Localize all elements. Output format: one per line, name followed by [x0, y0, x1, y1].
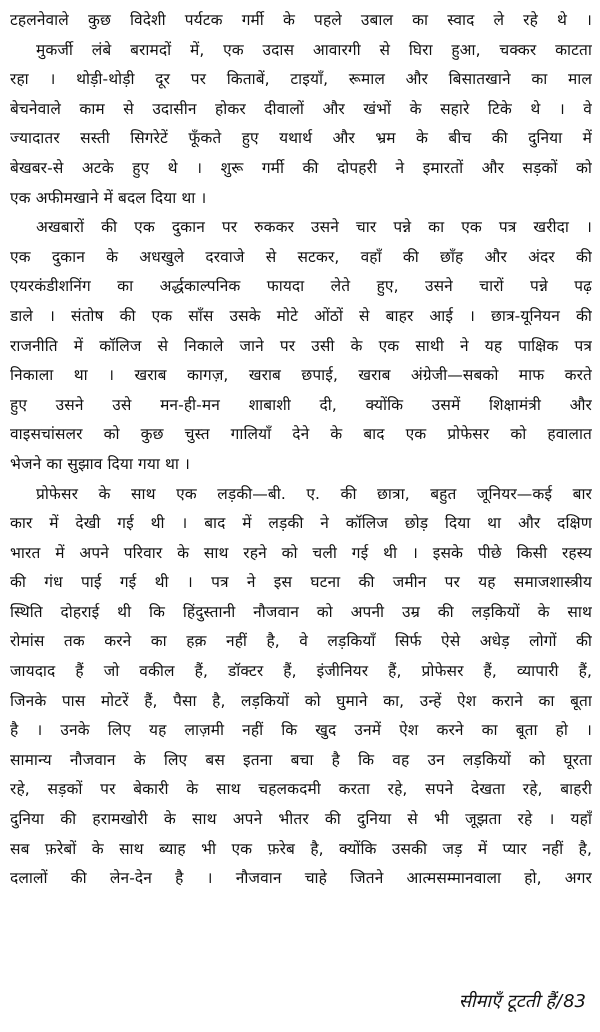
text-line: राजनीति में कॉलिज से निकाले जाने पर उसी के एक साथी ने यह पाक्षिक पत्र	[10, 336, 592, 355]
text-line: बेखबर-से अटके हुए थे । शुरू गर्मी की दोपहरी ने इमारतों और सड़कों को	[10, 158, 592, 177]
text-line: कार में देखी गई थी । बाद में लड़की ने कॉलिज छोड़ दिया था और दक्षिण	[10, 514, 592, 533]
text-line: प्रोफेसर के साथ एक लड़की—बी. ए. की छात्रा, बहुत जूनियर—कई बार	[36, 484, 592, 503]
text-line: रोमांस तक करने का हक़ नहीं है, वे लड़कियाँ सिर्फ ऐसे अधेड़ लोगों की	[10, 632, 592, 651]
text-line: बेचनेवाले काम से उदासीन होकर दीवालों और खंभों के सहारे टिके थे । वे	[10, 99, 592, 118]
text-line: की गंध पाई गई थी । पत्र ने इस घटना की जमीन पर यह समाजशास्त्रीय	[10, 573, 592, 592]
text-line: है । उनके लिए यह लाज़मी नहीं कि खुद उनमें ऐश करने का बूता हो ।	[10, 721, 592, 740]
text-line: एयरकंडीशनिंग का अर्द्धकाल्पनिक फायदा लेते हुए, उसने चारों पन्ने पढ़	[10, 277, 592, 296]
text-line: दुनिया की हरामखोरी के साथ अपने भीतर की दुनिया से भी जूझता रहे । यहाँ	[10, 810, 592, 829]
text-line: एक अफीमखाने में बदल दिया था ।	[10, 188, 207, 207]
text-line: सब फ़रेबों के साथ ब्याह भी एक फ़रेब है, क्योंकि उसकी जड़ में प्यार नहीं है,	[10, 839, 592, 858]
text-line: डाले । संतोष की एक साँस उसके मोटे ओंठों से बाहर आई । छात्र-यूनियन की	[10, 306, 592, 325]
page-number: 83	[563, 991, 586, 1012]
running-footer	[459, 990, 586, 1014]
text-line: वाइसचांसलर को कुछ चुस्त गालियाँ देने के बाद एक प्रोफेसर को हवालात	[10, 425, 592, 444]
body-text	[10, 6, 592, 894]
text-line: रहा । थोड़ी-थोड़ी दूर पर किताबें, टाइयाँ, रूमाल और बिसातखाने का माल	[10, 70, 592, 89]
text-line: टहलनेवाले कुछ विदेशी पर्यटक गर्मी के पहले उबाल का स्वाद ले रहे थे ।	[10, 11, 592, 29]
text-line: स्थिति दोहराई थी कि हिंदुस्तानी नौजवान को अपनी उम्र की लड़कियों के साथ	[10, 602, 592, 621]
footer-separator: /	[556, 991, 563, 1012]
text-line: एक दुकान के अधखुले दरवाजे से सटकर, वहाँ की छाँह और अंदर की	[10, 247, 592, 266]
text-line: निकाला था । खराब कागज़, खराब छपाई, खराब अंग्रेजी—सबको माफ करते	[10, 366, 592, 385]
text-line: रहे, सड़कों पर बेकारी के साथ चहलकदमी करता रहे, सपने देखता रहे, बाहरी	[10, 780, 592, 799]
text-line: जायदाद हैं जो वकील हैं, डॉक्टर हैं, इंजीनियर हैं, प्रोफेसर हैं, व्यापारी हैं,	[10, 662, 592, 681]
text-line: अखबारों की एक दुकान पर रुककर उसने चार पन्ने का एक पत्र खरीदा ।	[36, 218, 592, 237]
text-line: मुकर्जी लंबे बरामदों में, एक उदास आवारगी से घिरा हुआ, चक्कर काटता	[36, 40, 592, 59]
text-line: भेजने का सुझाव दिया गया था ।	[10, 454, 190, 473]
text-line: सामान्य नौजवान के लिए बस इतना बचा है कि वह उन लड़कियों को घूरता	[10, 750, 592, 769]
book-title: सीमाएँ टूटती हैं	[458, 991, 556, 1012]
text-line: दलालों की लेन-देन है । नौजवान चाहे जितने आत्मसम्मानवाला हो, अगर	[10, 869, 592, 888]
text-line: हुए उसने उसे मन-ही-मन शाबाशी दी, क्योंकि उसमें शिक्षामंत्री और	[10, 395, 592, 414]
text-line: ज्यादातर सस्ती सिगरेटें फूँकते हुए यथार्थ और भ्रम के बीच की दुनिया में	[10, 129, 592, 148]
text-line: भारत में अपने परिवार के साथ रहने को चली गई थी । इसके पीछे किसी रहस्य	[10, 543, 592, 562]
text-line: जिनके पास मोटरें हैं, पैसा है, लड़कियों को घुमाने का, उन्हें ऐश कराने का बूता	[10, 691, 592, 710]
